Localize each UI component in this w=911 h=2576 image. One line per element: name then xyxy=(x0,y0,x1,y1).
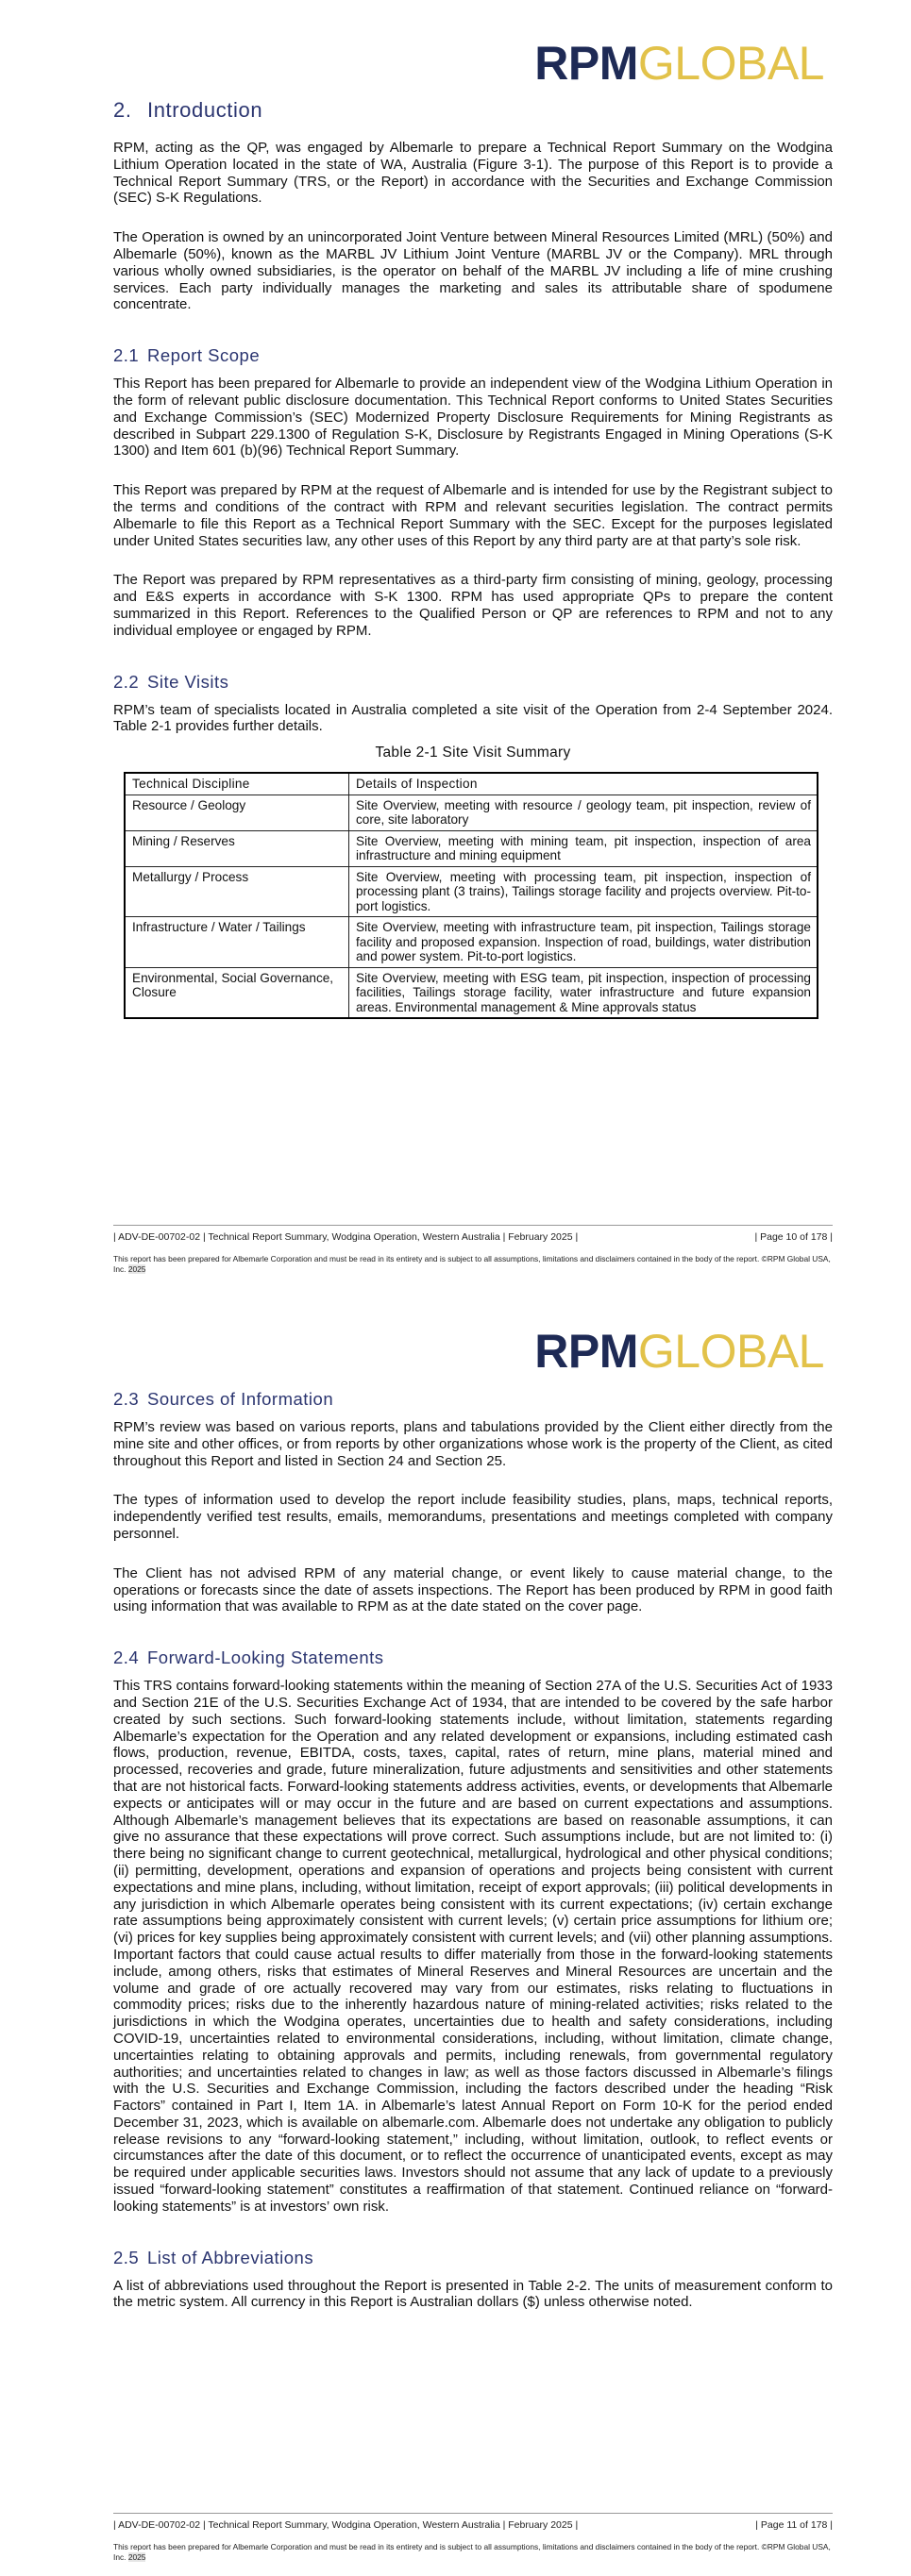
subsection-number: 2.4 xyxy=(113,1648,140,1668)
discipline-cell: Metallurgy / Process xyxy=(125,866,349,917)
copyright-year: 2025 xyxy=(127,1264,146,1274)
subsection-number: 2.5 xyxy=(113,2247,140,2267)
subsection-title: Forward-Looking Statements xyxy=(147,1648,384,1668)
details-cell: Site Overview, meeting with ESG team, pit inspection, inspection of processing facilities, Tailings storage facility, water infrastructure and future expansion areas. Environmental management & Mine approvals status xyxy=(349,967,818,1018)
subsection-title: Site Visits xyxy=(147,671,229,692)
scope-paragraph: This Report was prepared by RPM at the request of Albemarle and is intended for use by the Registrant subject to the terms and conditions of the contract with RPM and relevant securities legislation. The contract permits Albemarle to file this Report as a Technical Report Summary with the SEC. Except for the purposes legislated under United States securities law, any other uses of this Report by any third party are at that party’s sole risk. xyxy=(113,482,833,549)
scope-paragraph: This Report has been prepared for Albemarle to provide an independent view of the Wodgina Lithium Operation in the form of relevant public disclosure documentation. This Technical Report conforms to United States Securities and Exchange Commission’s (SEC) Modernized Property Disclosure Requirements for Mining Registrants as described in Subpart 229.1300 of Regulation S-K, Disclosure by Registrants Engaged in Mining Operations (S-K 1300) and Item 601 (b)(96) Technical Report Summary. xyxy=(113,376,833,460)
subsection-title: List of Abbreviations xyxy=(147,2247,314,2267)
site-visit-summary-table xyxy=(124,772,818,1019)
page-10-content xyxy=(113,98,833,1019)
footer-doc-line xyxy=(113,1231,833,1243)
discipline-cell: Environmental, Social Governance, Closure xyxy=(125,967,349,1018)
page-footer xyxy=(113,1225,833,1275)
footer-doc-line xyxy=(113,2519,833,2531)
subsection-heading-forward-looking-statements xyxy=(113,1648,833,1668)
logo-rpm-text: RPM xyxy=(534,1325,638,1378)
abbreviations-paragraph: A list of abbreviations used throughout the Report is presented in Table 2-2. The units of measurement conform to the metric system. All currency in this Report is Australian dollars ($) unless otherwise noted. xyxy=(113,2277,833,2311)
subsection-title: Report Scope xyxy=(147,345,261,366)
discipline-cell: Resource / Geology xyxy=(125,795,349,830)
table-row xyxy=(125,795,818,830)
footer-disclaimer xyxy=(113,1254,833,1275)
table-row xyxy=(125,917,818,968)
page-footer xyxy=(113,2513,833,2563)
details-cell: Site Overview, meeting with processing team, pit inspection, inspection of processing plant (3 trains), Tailings storage facility and projects overview. Pit-to-port logistics. xyxy=(349,866,818,917)
logo-global-text: GLOBAL xyxy=(637,37,824,90)
table-header-row xyxy=(125,773,818,795)
logo-rpm-text: RPM xyxy=(534,37,638,90)
disclaimer-text: This report has been prepared for Albemarle Corporation and must be read in its entirety and is subject to all assumptions, limitations and disclaimers contained in the body of the report. ©RPM Global USA, Inc. xyxy=(113,2542,831,2562)
table-row xyxy=(125,830,818,866)
subsection-number: 2.2 xyxy=(113,671,140,692)
subsection-heading-sources-of-information xyxy=(113,1389,833,1410)
subsection-number: 2.3 xyxy=(113,1389,140,1409)
site-visits-paragraph: RPM’s team of specialists located in Australia completed a site visit of the Operation from 2-4 September 2024. Table 2-1 provides further details. xyxy=(113,701,833,735)
footer-divider xyxy=(113,1225,833,1226)
column-header-details-of-inspection: Details of Inspection xyxy=(349,773,818,795)
subsection-number: 2.1 xyxy=(113,345,140,366)
discipline-cell: Infrastructure / Water / Tailings xyxy=(125,917,349,968)
copyright-year: 2025 xyxy=(127,2552,146,2562)
intro-paragraph: The Operation is owned by an unincorporated Joint Venture between Mineral Resources Limited (MRL) (50%) and Albemarle (50%), known as the MARBL JV Lithium Joint Venture (MARBL JV or the Company). MRL through various wholly owned subsidiaries, is the operator on behalf of the MARBL JV including a life of mine crushing services. Each party individually manages the marketing and sales its attributable share of spodumene concentrate. xyxy=(113,229,833,313)
subsection-heading-list-of-abbreviations xyxy=(113,2248,833,2268)
discipline-cell: Mining / Reserves xyxy=(125,830,349,866)
subsection-title: Sources of Information xyxy=(147,1389,334,1409)
section-heading-introduction xyxy=(113,98,833,123)
rpm-global-logo xyxy=(534,1325,824,1378)
page-number: | Page 11 of 178 | xyxy=(755,2519,833,2531)
rpm-global-logo xyxy=(534,37,824,90)
sources-paragraph: The Client has not advised RPM of any material change, or event likely to cause material change, to the operations or forecasts since the date of assets inspections. The Report has been produced by RPM in good faith using information that was available to RPM as at the date stated on the cover page. xyxy=(113,1564,833,1615)
section-number: 2. xyxy=(113,98,132,122)
logo-global-text: GLOBAL xyxy=(637,1325,824,1378)
scope-paragraph: The Report was prepared by RPM representatives as a third-party firm consisting of mining, geology, processing and E&S experts in accordance with S-K 1300. RPM has used appropriate QPs to prepare the content summarized in this Report. References to the Qualified Person or QP are references to RPM and not to any individual employee or engaged by RPM. xyxy=(113,572,833,639)
footer-divider xyxy=(113,2513,833,2514)
subsection-heading-report-scope xyxy=(113,345,833,366)
details-cell: Site Overview, meeting with infrastructure team, pit inspection, Tailings storage facility and proposed expansion. Inspection of road, buildings, water distribution and power system. Pit-to-port logistics. xyxy=(349,917,818,968)
subsection-heading-site-visits xyxy=(113,672,833,693)
table-row xyxy=(125,866,818,917)
column-header-technical-discipline: Technical Discipline xyxy=(125,773,349,795)
page-11-content xyxy=(113,1389,833,2333)
sources-paragraph: The types of information used to develop the report include feasibility studies, plans, maps, technical reports, independently verified test results, emails, memorandums, presentations and meetings completed with company personnel. xyxy=(113,1492,833,1542)
table-caption: Table 2-1 Site Visit Summary xyxy=(375,744,571,761)
footer-document-reference: | ADV-DE-00702-02 | Technical Report Summary, Wodgina Operation, Western Australia | February 2025 | xyxy=(113,2519,579,2531)
footer-disclaimer xyxy=(113,2542,833,2563)
intro-paragraph: RPM, acting as the QP, was engaged by Albemarle to prepare a Technical Report Summary on the Wodgina Lithium Operation located in the state of WA, Australia (Figure 3-1). The purpose of this Report is to provide a Technical Report Summary (TRS, or the Report) in accordance with the Securities and Exchange Commission (SEC) S-K Regulations. xyxy=(113,140,833,207)
page-number: | Page 10 of 178 | xyxy=(754,1231,833,1243)
footer-document-reference: | ADV-DE-00702-02 | Technical Report Summary, Wodgina Operation, Western Australia | February 2025 | xyxy=(113,1231,579,1243)
sources-paragraph: RPM’s review was based on various reports, plans and tabulations provided by the Client either directly from the mine site and other offices, or from reports by other organizations whose work is the property of the Client, as cited throughout this Report and listed in Section 24 and Section 25. xyxy=(113,1419,833,1469)
table-row xyxy=(125,967,818,1018)
section-title: Introduction xyxy=(147,98,263,122)
details-cell: Site Overview, meeting with resource / geology team, pit inspection, review of core, site laboratory xyxy=(349,795,818,830)
document-page-11 xyxy=(0,1288,911,2576)
disclaimer-text: This report has been prepared for Albemarle Corporation and must be read in its entirety and is subject to all assumptions, limitations and disclaimers contained in the body of the report. ©RPM Global USA, Inc. xyxy=(113,1254,831,1274)
details-cell: Site Overview, meeting with mining team, pit inspection, inspection of area infrastructure and mining equipment xyxy=(349,830,818,866)
forward-looking-paragraph: This TRS contains forward-looking statements within the meaning of Section 27A of the U.S. Securities Act of 1933 and Section 21E of the U.S. Securities Exchange Act of 1934, that are intended to be covered by the safe harbor created by such sections. Such forward-looking statements include, without limitation, statements regarding Albemarle’s expectation for the Operation and any related development or expansions, including estimated cash flows, production, revenue, EBITDA, costs, taxes, capital, rates of return, mine plans, material mined and processed, recoveries and grade, future mineralization, future adjustments and sensitivities and other statements that are not historical facts. Forward-looking statements address activities, events, or developments that Albemarle expects or anticipates will or may occur in the future and are based on current expectations and assumptions. Although Albemarle’s management believes that its expectations are based on reasonable assumptions, it can give no assurance that these expectations will prove correct. Such assumptions include, but are not limited to: (i) there being no significant change to current geotechnical, metallurgical, hydrological and other physical conditions; (ii) permitting, development, operations and expansion of operations and projects being consistent with current expectations and mine plans, including, without limitation, receipt of export approvals; (iii) political developments in any jurisdiction in which Albemarle operates being consistent with its current expectations; (iv) certain exchange rate assumptions being approximately consistent with current levels; (v) certain price assumptions for lithium ore; (vi) prices for key supplies being approximately consistent with current levels; and (vii) other planning assumptions. Important factors that could cause actual results to differ materially from those in the forward-looking statements include, among others, risks that estimates of Mineral Reserves and Mineral Resources are uncertain and the volume and grade of ore actually recovered may vary from our estimates, risks relating to fluctuations in commodity prices; risks due to the inherently hazardous nature of mining-related activities; risks related to the jurisdictions in which the Wodgina operates, uncertainties due to health and safety considerations, including COVID-19, uncertainties related to environmental considerations, including, without limitation, climate change, uncertainties relating to obtaining approvals and permits, including renewals, from governmental regulatory authorities; and uncertainties related to changes in law; as well as those factors discussed in Albemarle’s filings with the U.S. Securities and Exchange Commission, including the factors described under the heading “Risk Factors” contained in Part I, Item 1A. in Albemarle’s latest Annual Report on Form 10-K for the period ended December 31, 2023, which is available on albemarle.com. Albemarle does not undertake any obligation to publicly release revisions to any “forward-looking statement,” including, without limitation, outlook, to reflect events or circumstances after the date of this document, or to reflect the occurrence of unanticipated events, except as may be required under applicable securities laws. Investors should not assume that any lack of update to a previously issued “forward-looking statement” constitutes a reaffirmation of that statement. Continued reliance on “forward-looking statements” is at investors’ own risk. xyxy=(113,1678,833,2215)
